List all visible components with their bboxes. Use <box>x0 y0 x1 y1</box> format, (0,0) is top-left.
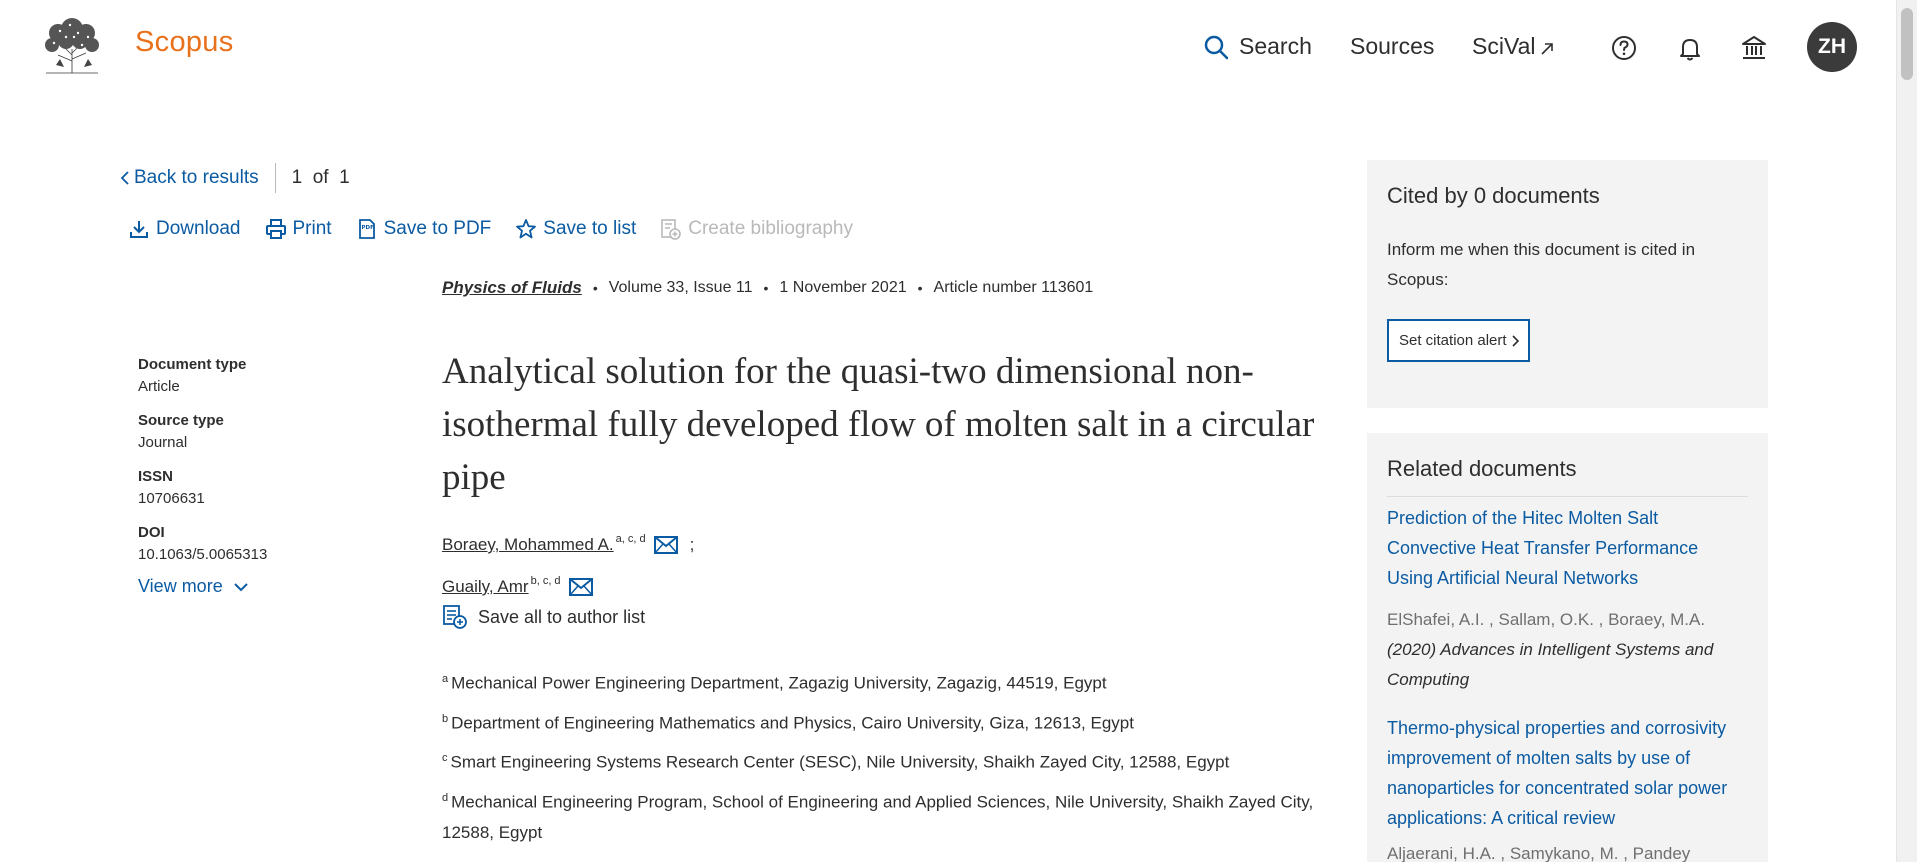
cited-by-text: Inform me when this document is cited in Scopus: <box>1387 240 1696 289</box>
affiliation-item <box>442 783 1322 848</box>
author-list <box>442 524 694 630</box>
divider <box>1387 496 1748 497</box>
download-icon <box>128 218 150 240</box>
chevron-down-icon <box>233 582 249 592</box>
author-affiliation-keys: b, c, d <box>530 575 561 587</box>
email-icon[interactable] <box>569 578 593 596</box>
affiliation-key: a <box>442 673 449 685</box>
publication-date: 1 November 2021 <box>779 279 907 296</box>
help-icon[interactable] <box>1610 34 1638 62</box>
author-affiliation-keys: a, c, d <box>615 533 646 545</box>
related-document-link[interactable]: Prediction of the Hitec Molten Salt Convective Heat Transfer Performance Using Artificial Neural Networks <box>1387 508 1699 588</box>
result-pager: 1 of 1 <box>291 167 350 188</box>
related-document-authors: ElShafei, A.I. , Sallam, O.K. , Boraey, M.A. <box>1387 610 1706 629</box>
page-scrollbar[interactable] <box>1896 0 1917 862</box>
article-number: Article number 113601 <box>933 279 1094 296</box>
affiliation-item <box>442 664 1322 699</box>
separator-dot: • <box>917 280 923 296</box>
affiliation-key: d <box>442 791 449 804</box>
author-item <box>442 566 694 608</box>
elsevier-tree-logo[interactable] <box>36 15 108 77</box>
cited-by-panel <box>1367 160 1768 408</box>
journal-link[interactable]: Physics of Fluids <box>442 278 582 297</box>
view-more-link[interactable] <box>138 576 378 597</box>
user-avatar[interactable]: ZH <box>1807 22 1857 72</box>
download-button[interactable] <box>128 218 241 240</box>
issn-value: 10706631 <box>138 490 205 507</box>
print-label: Print <box>292 218 332 239</box>
affiliation-key: b <box>442 712 449 725</box>
bell-icon[interactable] <box>1676 34 1704 62</box>
save-all-label: Save all to author list <box>478 606 646 627</box>
author-list-icon <box>442 604 468 630</box>
scopus-brand[interactable]: Scopus <box>135 26 234 58</box>
pdf-icon <box>356 218 378 240</box>
author-separator: ; <box>689 535 695 554</box>
save-to-list-label: Save to list <box>543 218 637 239</box>
source-info <box>442 278 1093 298</box>
save-to-pdf-button[interactable] <box>356 218 492 240</box>
separator-dot: • <box>763 280 769 296</box>
download-label: Download <box>156 218 241 239</box>
bibliography-icon <box>660 218 682 240</box>
source-type-value: Journal <box>138 434 188 451</box>
affiliation-key: c <box>442 752 448 765</box>
related-documents-panel <box>1367 433 1768 862</box>
external-link-icon <box>1540 42 1554 56</box>
author-name-link[interactable]: Guaily, Amr <box>442 577 529 596</box>
doi-label: DOI <box>138 524 165 541</box>
nav-search[interactable] <box>1203 33 1312 60</box>
related-document-source: (2020) Advances in Intelligent Systems and Computing <box>1387 640 1714 689</box>
results-navigation <box>120 163 350 193</box>
search-icon <box>1203 34 1229 60</box>
doc-type-label: Document type <box>138 356 247 373</box>
affiliation-item <box>442 743 1322 778</box>
set-citation-alert-label: Set citation alert <box>1399 332 1507 349</box>
print-button[interactable] <box>265 218 332 240</box>
nav-search-label: Search <box>1239 33 1312 59</box>
volume-issue: Volume 33, Issue 11 <box>608 279 753 296</box>
nav-sources[interactable] <box>1350 33 1434 60</box>
affiliation-text: Mechanical Engineering Program, School of Engineering and Applied Sciences, Nile University, Shaikh Zayed City, 12588, Egypt <box>442 792 1314 842</box>
affiliation-text: Smart Engineering Systems Research Center (SESC), Nile University, Shaikh Zayed City, 12588, Egypt <box>450 752 1230 772</box>
print-icon <box>265 218 287 240</box>
save-to-list-button[interactable] <box>515 218 636 240</box>
divider <box>275 163 276 193</box>
back-to-results-label: Back to results <box>134 167 259 188</box>
related-document-link[interactable]: Thermo-physical properties and corrosivity improvement of molten salts by use of nanoparticles for concentrated solar power applications: A critical review <box>1387 718 1728 828</box>
related-documents-title: Related documents <box>1387 456 1577 481</box>
nav-scival[interactable] <box>1472 33 1554 60</box>
source-type-label: Source type <box>138 412 224 429</box>
author-item <box>442 524 694 566</box>
save-to-pdf-label: Save to PDF <box>383 218 492 239</box>
nav-scival-label: SciVal <box>1472 33 1536 59</box>
issn-label: ISSN <box>138 468 174 485</box>
document-metadata <box>138 356 378 597</box>
doi-value: 10.1063/5.0065313 <box>138 546 268 563</box>
author-name-link[interactable]: Boraey, Mohammed A. <box>442 535 614 554</box>
back-to-results-link[interactable] <box>120 167 259 189</box>
nav-sources-label: Sources <box>1350 33 1435 59</box>
document-actions-toolbar <box>128 218 877 240</box>
view-more-label: View more <box>138 576 223 596</box>
scrollbar-thumb[interactable] <box>1901 8 1913 80</box>
affiliation-text: Mechanical Power Engineering Department, Zagazig University, Zagazig, 44519, Egypt <box>451 673 1107 693</box>
svg-text:PDF: PDF <box>361 225 374 231</box>
star-icon <box>515 218 537 240</box>
institution-icon[interactable] <box>1740 34 1768 62</box>
chevron-left-icon <box>120 170 130 186</box>
document-title: Analytical solution for the quasi-two dimensional non-isothermal fully developed flow of molten salt in a circular pipe <box>442 351 1315 498</box>
doc-type-value: Article <box>138 378 180 395</box>
set-citation-alert-button[interactable] <box>1387 319 1530 362</box>
create-bibliography-label: Create bibliography <box>688 218 853 239</box>
top-header <box>0 0 1896 96</box>
separator-dot: • <box>592 280 598 296</box>
email-icon[interactable] <box>654 536 678 554</box>
cited-by-title: Cited by 0 documents <box>1387 183 1600 208</box>
create-bibliography-button[interactable] <box>660 218 853 240</box>
save-all-to-author-list-button[interactable] <box>442 604 694 630</box>
affiliation-text: Department of Engineering Mathematics and Physics, Cairo University, Giza, 12613, Egypt <box>451 713 1134 733</box>
affiliation-list <box>442 664 1322 848</box>
chevron-right-icon <box>1511 334 1519 348</box>
related-document-authors: Aljaerani, H.A. , Samykano, M. , Pandey <box>1387 844 1691 862</box>
affiliation-item <box>442 704 1322 739</box>
